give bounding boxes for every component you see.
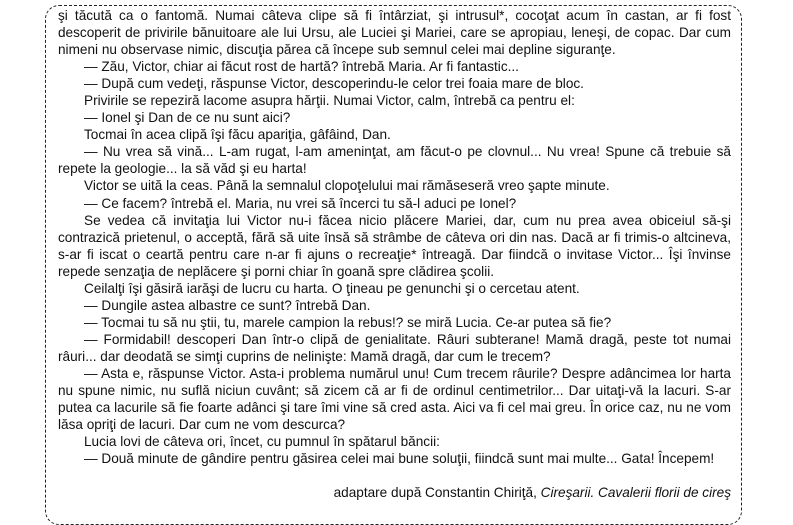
paragraph-2: — Zău, Victor, chiar ai făcut rost de hartă? întrebă Maria. Ar fi fantastic... xyxy=(84,59,519,75)
paragraph-6: Tocmai în acea clipă îşi făcu apariţia, gâfâind, Dan. xyxy=(84,127,391,143)
paragraph-17: — Două minute de gândire pentru găsirea celei mai bune soluţii, fiindcă sunt mai multe... Gata! Începem! xyxy=(84,451,715,467)
story-text xyxy=(58,7,731,467)
source-title: Cireşarii. Cavalerii florii de cireş xyxy=(540,485,731,500)
paragraph-14: — Formidabil! descoperi Dan într-o clipă de genialitate. Râuri subterane! Mamă dragă, peste tot numai râuri... dar deodată se simţi cuprins de nelinişte: Mamă dragă, dar cum le trecem? xyxy=(58,331,731,364)
paragraph-15: — Asta e, răspunse Victor. Asta-i problema numărul unu! Cum trecem râurile? Despre adâncimea lor harta nu spune nimic, nu suflă niciun cuvânt; să zicem că ar fi de ordinul centimetrilor... Dar uitaţi-vă la lacuri. S-ar putea ca lacurile să fie foarte adânci şi tare îmi vine să cred asta. Aici va fi cel mai greu. În orice caz, nu ne vom lăsa opriţi de lacuri. Dar cum ne vom descurca? xyxy=(58,365,731,433)
paragraph-12: — Dungile astea albastre ce sunt? întrebă Dan. xyxy=(84,297,371,313)
paragraph-3: — După cum vedeţi, răspunse Victor, descoperindu-le celor trei foaia mare de bloc. xyxy=(84,76,584,92)
paragraph-1: şi tăcută ca o fantomă. Numai câteva clipe să fi întârziat, şi intrusul*, cocoţat acum în castan, ar fi fost descoperit de privirile bănuitoare ale lui Ursu, ale Luciei şi Mariei, care se apropiau, leneşi, de copac. Dar cum nimeni nu observase nimic, discuţia părea că începe sub semnul celei mai depline siguranţe. xyxy=(58,8,731,58)
paragraph-8: Victor se uită la ceas. Până la semnalul clopoţelului mai rămăseseră vreo şapte minute. xyxy=(84,178,610,194)
paragraph-11: Ceilalţi îşi găsiră iarăşi de lucru cu harta. O ţineau pe genunchi şi o cercetau atent. xyxy=(84,280,580,296)
paragraph-16: Lucia lovi de câteva ori, încet, cu pumnul în spătarul băncii: xyxy=(84,434,440,450)
paragraph-5: — Ionel şi Dan de ce nu sunt aici? xyxy=(84,110,291,126)
paragraph-7: — Nu vrea să vină... L-am rugat, l-am ameninţat, am făcut-o pe clovnul... Nu vrea! Spune că trebuie să repete la geologie... la să văd şi eu harta! xyxy=(58,144,731,177)
paragraph-10: Se vedea că invitaţia lui Victor nu-i făcea nicio plăcere Mariei, dar, cum nu prea avea obiceiul să-şi contrazică prietenul, o acceptă, fără să uite însă să strâmbe de câteva ori din nas. Dacă ar fi trimis-o altcineva, s-ar fi iscat o ceartă pentru care n-ar fi ajuns o recreaţie* întreagă. Dar fiindcă o invitase Victor... Îşi învinse repede senzaţia de neplăcere şi porni chiar în goană spre clădirea şcolii. xyxy=(58,212,731,279)
source-prefix: adaptare după Constantin Chiriţă, xyxy=(333,485,541,500)
source-citation xyxy=(334,485,731,500)
paragraph-4: Privirile se repeziră lacome asupra hărţii. Numai Victor, calm, întrebă ca pentru el: xyxy=(84,93,575,109)
paragraph-13: — Tocmai tu să nu ştii, tu, marele campion la rebus!? se miră Lucia. Ce-ar putea să fie? xyxy=(84,314,612,330)
paragraph-9: — Ce facem? întrebă el. Maria, nu vrei să încerci tu să-l aduci pe Ionel? xyxy=(84,195,517,211)
